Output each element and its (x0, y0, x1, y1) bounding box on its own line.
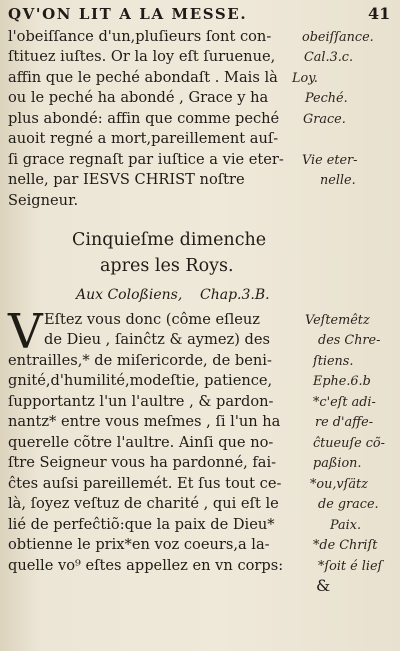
text-line: plus abondé: affin que comme peché (8, 110, 280, 127)
chapter-reference: Chap.3.B. (200, 287, 270, 303)
catchword: & (316, 576, 331, 595)
text-line: ou le peché ha abondé , Grace y ha (8, 89, 269, 106)
text-line: entrailles,* de miſericorde, de beni- (8, 352, 272, 369)
margin-note: paßion. (313, 456, 362, 471)
margin-note: Peché. (305, 91, 348, 106)
text-line: nantz* entre vous meſmes , ſi l'un ha (8, 413, 281, 430)
text-line: ſupportantz l'un l'aultre , & pardon- (8, 393, 274, 410)
text-line: auoit regné a mort,pareillement auſ- (8, 130, 279, 147)
section-title-line2: apres les Roys. (100, 256, 234, 276)
margin-note: Vie eter- (302, 153, 358, 168)
text-line: nelle, par IESVS CHRIST noſtre (8, 171, 245, 188)
margin-note: obeiſſance. (302, 30, 374, 45)
margin-note: Ephe.6.b (313, 374, 371, 389)
text-line: Seigneur. (8, 192, 79, 209)
text-line: ſtre Seigneur vous ha pardonné, fai- (8, 454, 277, 471)
margin-note: ĉtueuſe cõ- (313, 436, 385, 451)
text-line: ſtituez iuſtes. Or la loy eſt ſuruenue, (8, 48, 276, 65)
text-line: lié de perfeĉtiõ:que la paix de Dieu* (8, 516, 275, 533)
text-line: obtienne le prix*en voz coeurs,a la- (8, 536, 270, 553)
margin-note: Loy. (292, 71, 318, 86)
margin-note: Veſtemêtz (305, 313, 370, 328)
text-line: là, ſoyez veſtuz de charité , qui eſt le (8, 495, 279, 512)
page-number: 41 (368, 4, 391, 23)
margin-note: Paix. (330, 518, 362, 533)
text-line: gnité,d'humilité,modeſtie, patience, (8, 372, 273, 389)
epistle-reference: Aux Coloßiens, (76, 287, 183, 303)
text-line: quelle vo⁹ eſtes appellez en vn corps: (8, 557, 284, 574)
margin-note: nelle. (320, 173, 356, 188)
section-title: Cinquieſme dimenche (72, 230, 267, 250)
margin-note: *c'eſt adi- (313, 395, 376, 410)
text-line: ſi grace regnaſt par iuſtice a vie eter- (8, 151, 284, 168)
margin-note: *ou,vſätz (310, 477, 368, 492)
margin-note: de grace. (318, 497, 379, 512)
running-title: QV'ON LIT A LA MESSE. (8, 5, 248, 23)
margin-note: *de Chriſt (313, 538, 378, 553)
margin-note: des Chre- (318, 333, 381, 348)
text-line: de Dieu , ſainĉtz & aymez) des (44, 331, 271, 348)
text-line: affin que le peché abondaſt . Mais là (8, 69, 278, 86)
margin-note: ſtiens. (313, 354, 354, 369)
text-line: Eſtez vous donc (côme eſleuz (44, 311, 260, 328)
margin-note: *ſoit é lieſ (318, 559, 383, 574)
margin-note: Cal.3.c. (304, 50, 354, 65)
margin-note: re d'affe- (315, 415, 374, 430)
drop-initial: V (8, 304, 43, 360)
text-line: querelle cõtre l'aultre. Ainſi que no- (8, 434, 274, 451)
text-line: ĉtes auſsi pareillemét. Et ſus tout ce- (8, 475, 282, 492)
text-line: l'obeiſſance d'un,pluſieurs ſont con- (8, 28, 272, 45)
margin-note: Grace. (303, 112, 346, 127)
